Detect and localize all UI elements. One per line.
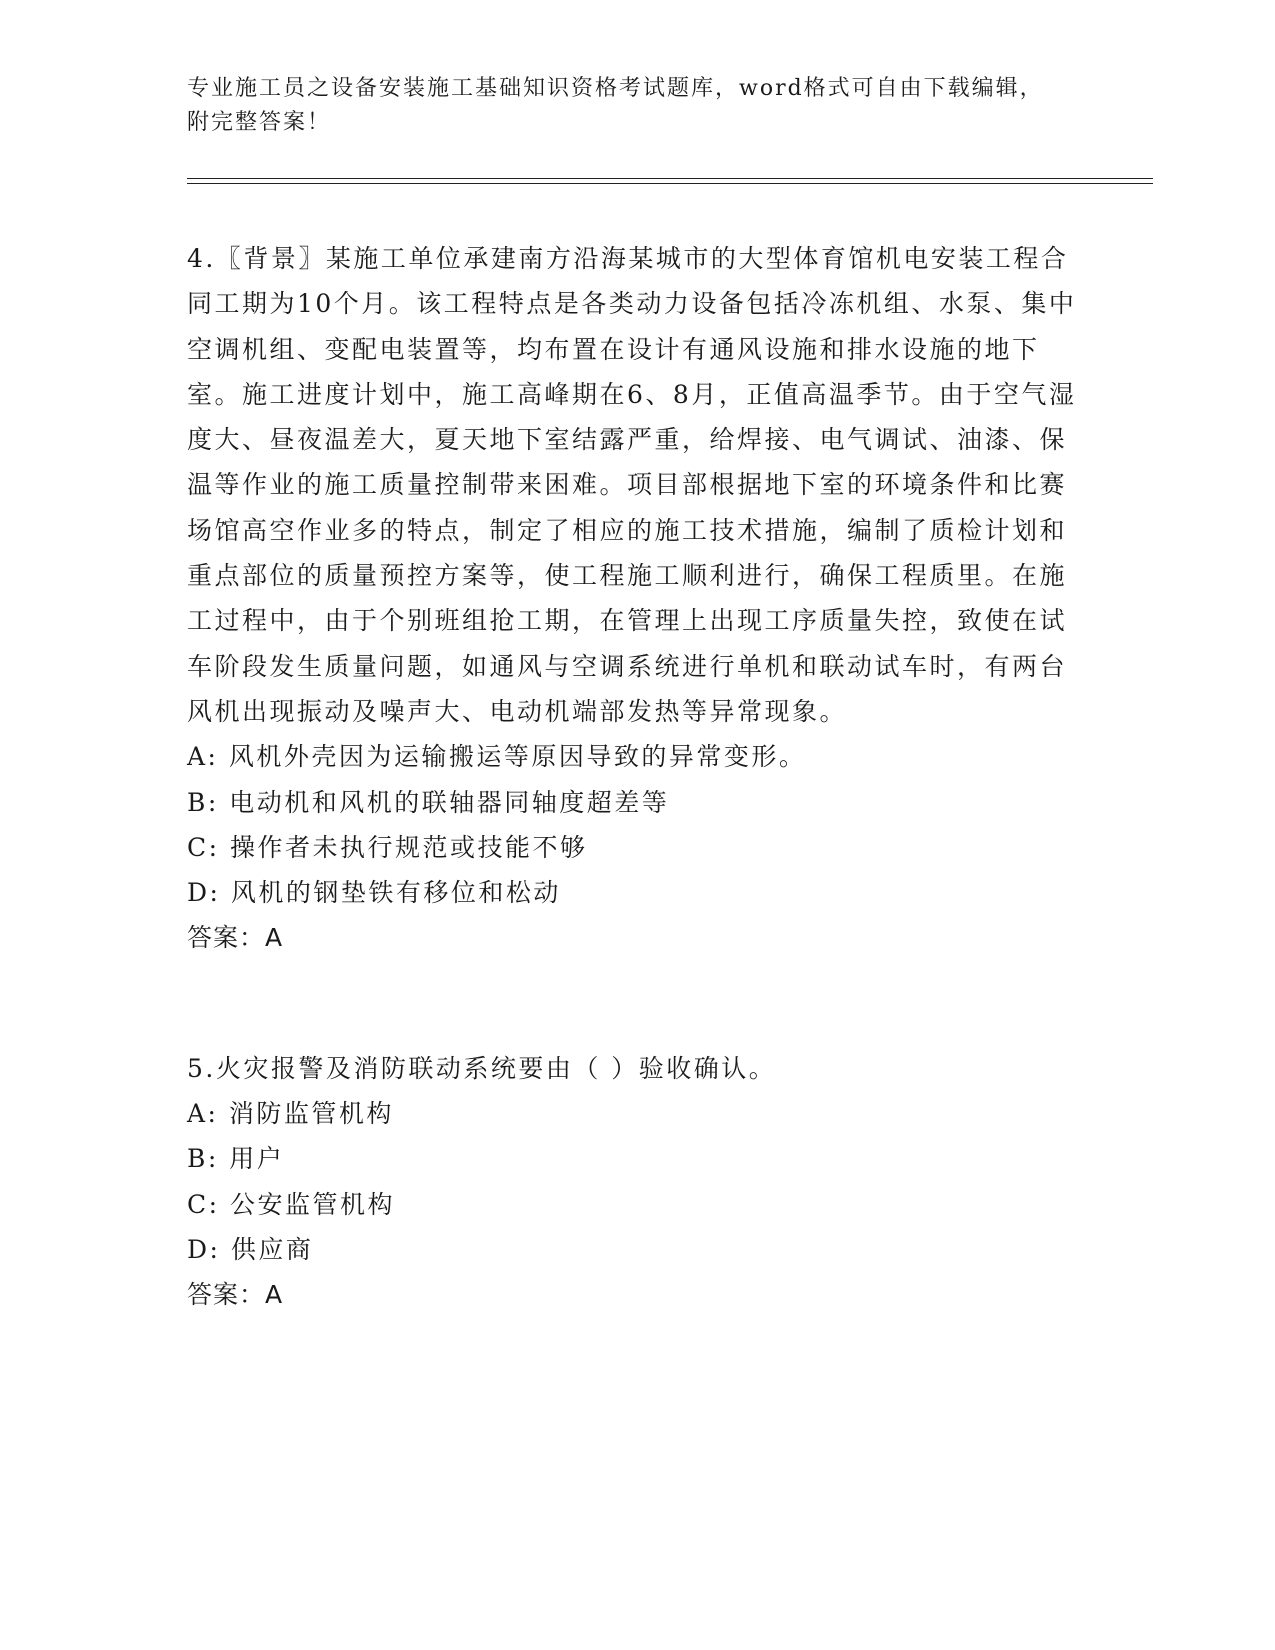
question-5: [187, 1046, 1077, 1317]
option-c: C: 公安监管机构: [187, 1189, 395, 1219]
question-stem: 4.〖背景〗某施工单位承建南方沿海某城市的大型体育馆机电安装工程合同工期为10个月。该工程特点是各类动力设备包括冷冻机组、水泵、集中空调机组、变配电装置等，均布置在设计有通风设施和排水设施的地下室。施工进度计划中，施工高峰期在6、8月，正值高温季节。由于空气湿度大、昼夜温差大，夏天地下室结露严重，给焊接、电气调试、油漆、保温等作业的施工质量控制带来困难。项目部根据地下室的环境条件和比赛场馆高空作业多的特点，制定了相应的施工技术措施，编制了质检计划和重点部位的质量预控方案等，使工程施工顺利进行，确保工程质里。在施工过程中，由于个别班组抢工期，在管理上出现工序质量失控，致使在试车阶段发生质量问题，如通风与空调系统进行单机和联动试车时，有两台风机出现振动及噪声大、电动机端部发热等异常现象。: [187, 244, 1077, 726]
option-c: C: 操作者未执行规范或技能不够: [187, 832, 588, 862]
option-d: D: 供应商: [187, 1234, 314, 1264]
header-line-2: 附完整答案！: [187, 110, 332, 135]
header-divider: [187, 178, 1153, 184]
option-d: D: 风机的钢垫铁有移位和松动: [187, 878, 561, 908]
option-a: A: 消防监管机构: [187, 1099, 394, 1128]
option-a: A: 风机外壳因为运输搬运等原因导致的异常变形。: [187, 742, 807, 772]
question-stem: 5.火灾报警及消防联动系统要由（ ）验收确认。: [187, 1054, 777, 1083]
document-header: [187, 72, 1087, 140]
question-4: [187, 236, 1077, 960]
answer-line: 答案：A: [187, 923, 284, 953]
option-b: B: 用户: [187, 1144, 285, 1174]
answer-line: 答案：A: [187, 1280, 284, 1310]
option-b: B: 电动机和风机的联轴器同轴度超差等: [187, 787, 670, 817]
header-line-1: 专业施工员之设备安装施工基础知识资格考试题库，word格式可自由下载编辑，: [187, 76, 1044, 101]
